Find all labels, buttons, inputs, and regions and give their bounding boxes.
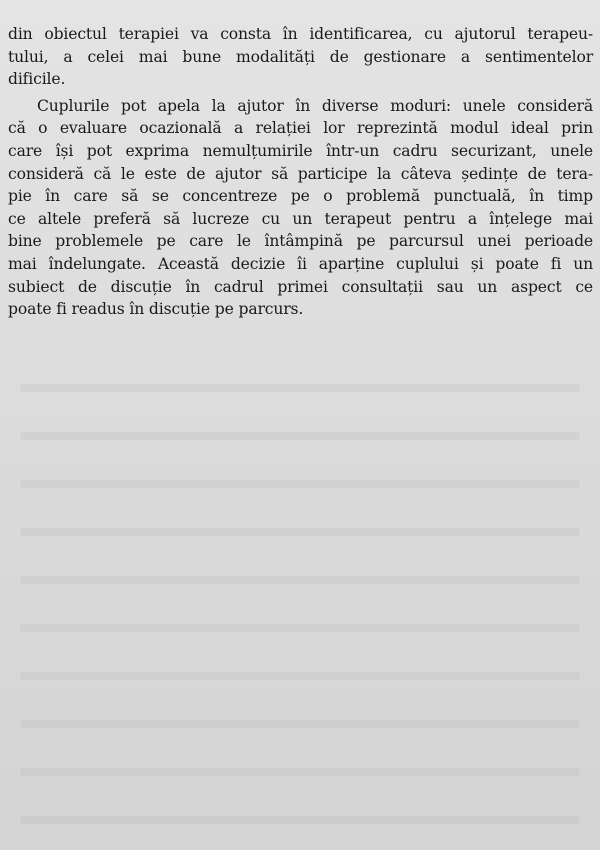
text-line: care își pot exprima nemulțumirile într-un cadru securizant, unele	[8, 141, 593, 160]
text-line: dificile.	[8, 70, 66, 89]
text-line: din obiectul terapiei va consta în identificarea, cu ajutorul terapeu-	[8, 25, 593, 43]
show-through-shadow	[20, 384, 580, 392]
show-through-shadow	[20, 624, 580, 632]
body-text	[8, 23, 593, 321]
paragraph-couples-help	[8, 95, 593, 321]
show-through-shadow	[20, 432, 580, 440]
show-through-shadow	[20, 816, 580, 824]
text-line: bine problemele pe care le întâmpină pe parcursul unei perioade	[8, 232, 593, 251]
show-through-shadow	[20, 480, 580, 488]
show-through-shadow	[20, 672, 580, 680]
text-line: ce altele preferă să lucreze cu un terapeut pentru a înțelege mai	[8, 209, 593, 228]
show-through-shadow	[20, 768, 580, 776]
text-line: Cuplurile pot apela la ajutor în diverse moduri: unele consideră	[37, 96, 593, 115]
show-through-shadow	[20, 576, 580, 584]
text-line: subiect de discuție în cadrul primei consultații sau un aspect ce	[8, 277, 593, 296]
text-line: că o evaluare ocazională a relației lor reprezintă modul ideal prin	[8, 119, 593, 138]
paragraph-continuation	[8, 23, 593, 91]
text-line: pie în care să se concentreze pe o problemă punctuală, în timp	[8, 187, 593, 206]
show-through-shadow	[20, 720, 580, 728]
text-line: poate fi readus în discuție pe parcurs.	[8, 300, 304, 319]
text-line: tului, a celei mai bune modalități de gestionare a sentimentelor	[8, 47, 593, 66]
text-line: consideră că le este de ajutor să participe la câteva ședințe de tera-	[8, 164, 593, 183]
text-line: mai îndelungate. Această decizie îi aparține cuplului și poate fi un	[8, 254, 593, 273]
show-through-shadow	[20, 528, 580, 536]
